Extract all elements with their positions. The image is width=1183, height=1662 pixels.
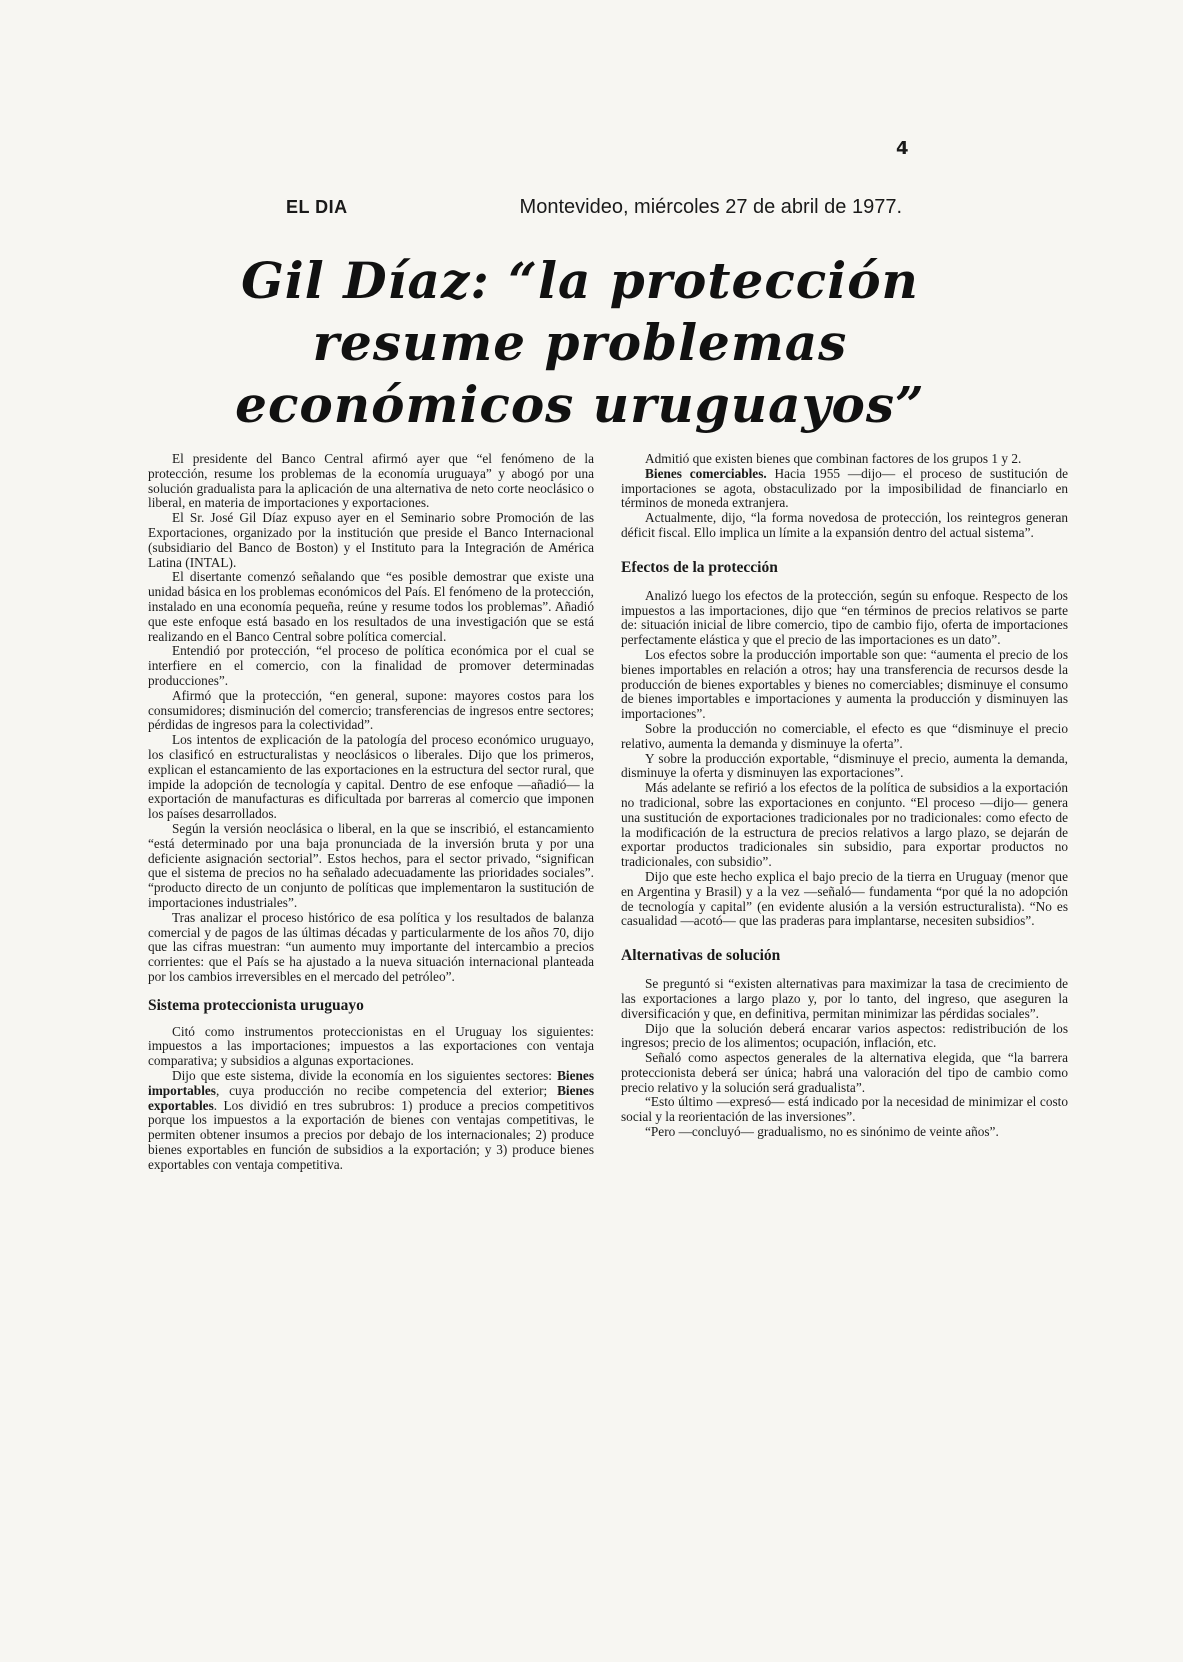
paragraph	[621, 467, 1068, 511]
paragraph: El Sr. José Gil Díaz expuso ayer en el Seminario sobre Promoción de las Exportaciones, organizado por la institución que preside el Banco Internacional (subsidiario del Banco de Boston) y el Instituto para la Integración de América Latina (INTAL).	[148, 510, 594, 570]
paragraph: Los intentos de explicación de la patología del proceso económico uruguayo, los clasificó en estructuralistas y neoclásicos o liberales. Dijo que los primeros, explican el estancamiento de las exportaciones en la estructura del sector rural, que impide la adopción de tecnología y capital. Dentro de ese enfoque —añadió— la exportación de manufacturas es dificultada por barreras al comercio que imponen los países desarrollados.	[148, 732, 594, 822]
bold-term: Bienes importables	[148, 1068, 594, 1098]
paragraph: Y sobre la producción exportable, “disminuye el precio, aumenta la demanda, disminuye la oferta y disminuyen las exportaciones”.	[621, 750, 1068, 781]
headline-line-3: económicos uruguayos”	[235, 375, 925, 434]
text-run: Dijo que este sistema, divide la economía en los siguientes sectores:	[172, 1068, 558, 1084]
bold-term: Bienes comerciables.	[645, 465, 767, 481]
paragraph	[148, 1069, 594, 1173]
subheading-efectos: Efectos de la protección	[621, 558, 778, 576]
text-run: Hacia 1955 —dijo— el proceso de sustitución de importaciones se agota, obstaculizado por la imposibilidad de financiarlo en términos de moneda extranjera.	[621, 465, 1069, 511]
text-run: . Los dividió en tres subrubros: 1) produce a precios competitivos porque los impuestos a la exportación de bienes con ventajas competitivas, le permiten obtener insumos a precios por debajo de los internacionales; 2) produce bienes exportables en función de subsidios a la exportación; y 3) produce bienes exportables con ventaja competitiva.	[148, 1097, 594, 1172]
paragraph: Los efectos sobre la producción importable son que: “aumenta el precio de los bienes importables en relación a otros; hay una transferencia de recursos desde la producción de bienes exportables y bienes no comerciables; disminuye el consumo de bienes importables e importaciones y aumenta la producción y disminuyen las importaciones”.	[621, 646, 1068, 722]
paragraph: Actualmente, dijo, “la forma novedosa de protección, los reintegros generan déficit fiscal. Ello implica un límite a la expansión dentro del actual sistema”.	[621, 510, 1068, 540]
paragraph: El presidente del Banco Central afirmó ayer que “el fenómeno de la protección, resume los problemas de la economía uruguaya” y abogó por una solución gradualista para la aplicación de una alternativa de neto corte neoclásico o liberal, en materia de importaciones y exportaciones.	[148, 451, 594, 511]
paragraph: Señaló como aspectos generales de la alternativa elegida, que “la barrera proteccionista deberá ser única; habrá una valoración del tipo de cambio como precio relativo y la solución será gradualista”.	[621, 1050, 1068, 1095]
paragraph: Se preguntó si “existen alternativas para maximizar la tasa de crecimiento de las exportaciones a largo plazo y, por lo tanto, del ingreso, que aseguren la diversificación y que, en definitiva, permitan minimizar las pérdidas sociales”.	[621, 976, 1068, 1021]
paragraph: Dijo que la solución deberá encarar varios aspectos: redistribución de los ingresos; precio de los alimentos; ocupación, inflación, etc.	[621, 1020, 1068, 1051]
article-column-right	[621, 452, 1068, 1140]
dateline: Montevideo, miércoles 27 de abril de 1977.	[519, 196, 902, 218]
article-column-left	[148, 452, 594, 1173]
paragraph: El disertante comenzó señalando que “es posible demostrar que existe una unidad básica en los problemas económicos del País. El fenómeno de la protección, instalado en una economía pequeña, reúne y resume todos los problemas”. Añadió que este enfoque está basado en los resultados de una investigación que se está realizando en el Banco Central sobre política comercial.	[148, 569, 594, 644]
paragraph: Más adelante se refirió a los efectos de la política de subsidios a la exportación no tradicional, sobre las exportaciones en conjunto. “El proceso —dijo— genera una sustitución de exportaciones tradicionales por no tradicionales: como efecto de la modificación de la estructura de precios relativos a largo plazo, se dejarán de exportar productos tradicionales sin subsidio, para exportar productos no tradicionales, con subsidio”.	[621, 780, 1068, 870]
paragraph: “Pero —concluyó— gradualismo, no es sinónimo de veinte años”.	[645, 1124, 999, 1140]
paragraph: “Esto último —expresó— está indicado por la necesidad de minimizar el costo social y la reorientación de las inversiones”.	[621, 1094, 1068, 1125]
headline-line-2: resume problemas	[312, 313, 848, 372]
headline-line-1: Gil Díaz: “la protección	[241, 251, 919, 310]
newspaper-name: EL DIA	[286, 197, 348, 217]
paragraph: Según la versión neoclásica o liberal, en la que se inscribió, el estancamiento “está determinado por una baja pronunciada de la inversión bruta y por una deficiente asignación sectorial”. Estos hechos, para el sector privado, “significan que el sistema de precios no ha señalado adecuadamente las prioridades sociales”. “producto directo de un conjunto de políticas que implementaron la sustitución de importaciones industriales”.	[148, 820, 594, 910]
page-number-mark: 4	[896, 138, 909, 159]
subheading-alternativas: Alternativas de solución	[621, 947, 781, 965]
paragraph: Entendió por protección, “el proceso de política económica por el cual se interfiere en el comercio, con la finalidad de promover determinadas producciones”.	[148, 643, 594, 688]
text-run: , cuya producción no recibe competencia del exterior;	[215, 1082, 558, 1098]
paragraph: Citó como instrumentos proteccionistas en el Uruguay los siguientes: impuestos a las importaciones; impuestos a las exportaciones con ventaja comparativa; y subsidios a algunas exportaciones.	[148, 1023, 594, 1069]
paragraph: Analizó luego los efectos de la protección, según su enfoque. Respecto de los impuestos a las importaciones, dijo que “en términos de precios relativos se parte de: situación inicial de libre comercio, tipo de cambio fijo, oferta de importaciones perfectamente elástica y que el precio de las importaciones es un dato”.	[621, 587, 1068, 648]
paragraph: Admitió que existen bienes que combinan factores de los grupos 1 y 2.	[645, 451, 1022, 466]
article-headline	[180, 250, 980, 436]
paragraph: Afirmó que la protección, “en general, supone: mayores costos para los consumidores; disminución del comercio; transferencias de ingresos entre sectores; pérdidas de ingresos para la colectividad”.	[148, 687, 594, 733]
paragraph: Dijo que este hecho explica el bajo precio de la tierra en Uruguay (menor que en Argentina y Brasil) y a la vez —señaló— fundamenta “por qué la no adopción de tecnología y capital” (en evidente alusión a la versión estructuralista). “No es casualidad —acotó— que las praderas para implantarse, necesiten subsidios”.	[621, 868, 1068, 929]
paragraph: Sobre la producción no comerciable, el efecto es que “disminuye el precio relativo, aumenta la demanda y disminuye la oferta”.	[621, 720, 1068, 751]
masthead	[286, 196, 902, 219]
bold-term: Bienes exportables	[148, 1082, 594, 1113]
subheading-sistema-proteccionista: Sistema proteccionista uruguayo	[148, 996, 364, 1014]
paragraph: Tras analizar el proceso histórico de esa política y los resultados de balanza comercial y de pagos de las últimas décadas y particularmente de los años 70, dijo que las cifras muestran: “un aumento muy importante del intercambio a precios corrientes: que el País se ha ajustado a la nueva situación internacional planteada por los cambios irreversibles en el mercado del petróleo”.	[148, 909, 594, 984]
